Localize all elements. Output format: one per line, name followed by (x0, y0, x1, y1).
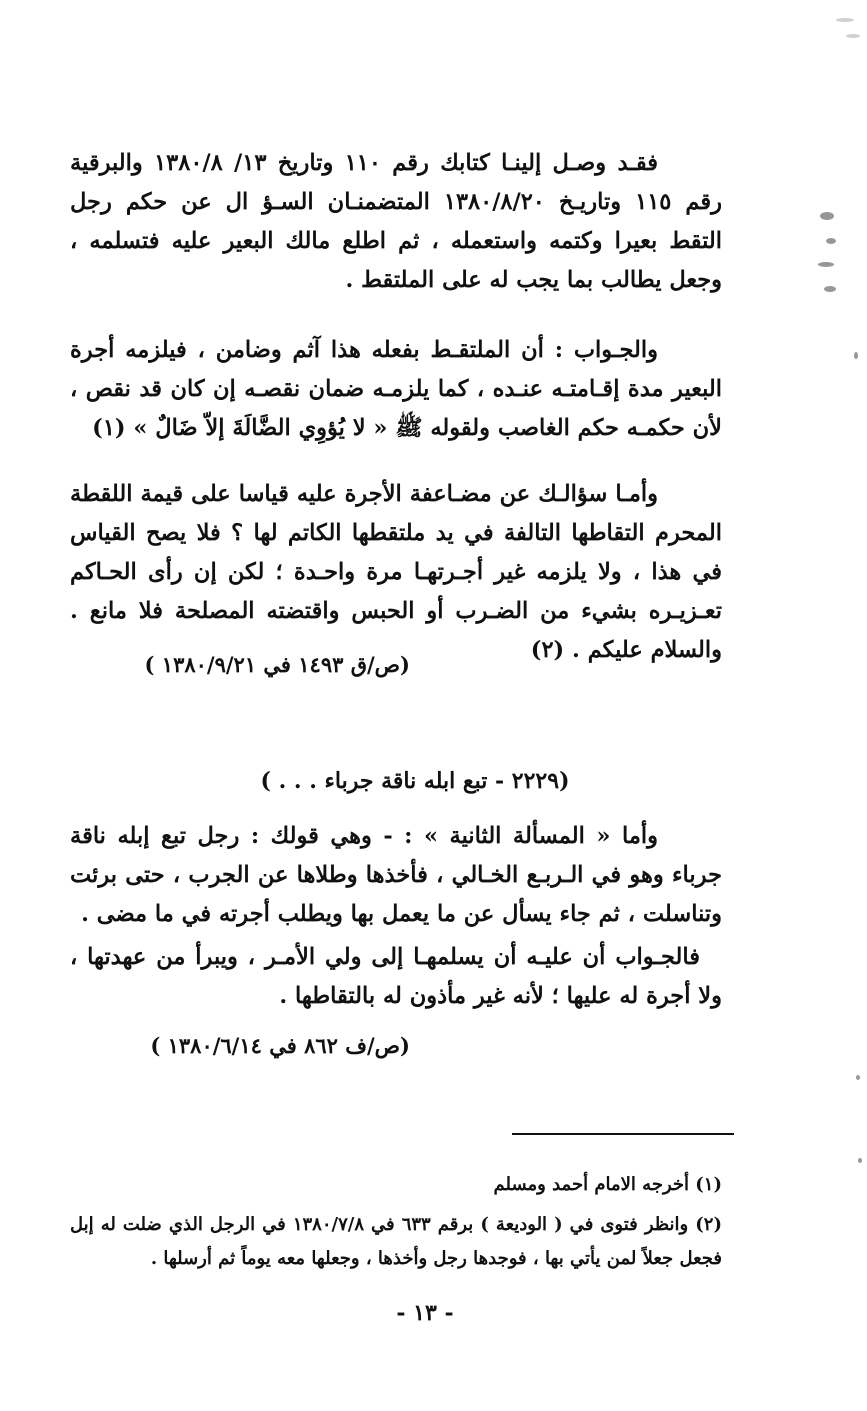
footnote-divider (512, 1133, 734, 1135)
scan-speck (846, 34, 860, 38)
scan-speck (824, 286, 836, 292)
paragraph-answer-text: والجـواب : أن الملتقـط بفعله هذا آثم وضامن ، فيلزمه أجرة البعير مدة إقـامتـه عنـده ، كما يلزمـه ضمان نقصـه إن كان قد نقص ، لأن حكمـه حكم الغاصب ولقوله ﷺ « لا يُؤوِي الضَّالَةَ إلاّ ضَالٌ » (١) (70, 337, 722, 441)
reference-line-2: (ص/ف ٨٦٢ في ١٣٨٠/٦/١٤ ) (150, 1033, 410, 1058)
scan-speck (858, 1158, 862, 1163)
footnote-2: (٢) وانظر فتوى في ( الوديعة ) برقم ٦٣٣ في ١٣٨٠/٧/٨ في الرجل الذي ضلت له إبل فجعل جعلاً لمن يأتي بها ، فوجدها رجل وأخذها ، وجعلها معه يوماً ثم أرسلها . (70, 1214, 722, 1269)
scan-speck (856, 1075, 860, 1080)
paragraph-answer (70, 331, 722, 448)
paragraph-second-issue-text: وأما « المسألة الثانية » : - وهي قولك : رجل تبع إبله ناقة جرباء وهو في الـربـع الخـالي ، فأخذها وطلاها عن الجرب ، حتى برئت وتناسلت ، ثم جاء يسأل عن ما يعمل بها ويطلب أجرته في ما مضى . (70, 823, 722, 927)
section-title: (٢٢٢٩ - تبع ابله ناقة جرباء . . . ) (260, 768, 570, 794)
scan-speck (854, 352, 858, 359)
paragraph-question-text: فقـد وصـل إلينـا كتابك رقم ١١٠ وتاريخ ١٣/ ١٣٨٠/٨ والبرقية رقم ١١٥ وتاريـخ ١٣٨٠/٨/٢٠ المتضمنـان السـؤ ال عن حكم رجل التقط بعيرا وكتمه واستعمله ، ثم اطلع مالك البعير عليه فتسلمه ، وجعل يطالب بما يجب له على الملتقط . (70, 150, 722, 293)
page-number: - ١٣ - (396, 1300, 454, 1326)
paragraph-second-answer (70, 938, 722, 1016)
paragraph-doubling (70, 475, 722, 670)
paragraph-doubling-text: وأمـا سؤالـك عن مضـاعفة الأجرة عليه قياسا على قيمة اللقطة المحرم التقاطها التالفة في يد ملتقطها الكاتم لها ؟ فلا يصح القياس في هذا ، ولا يلزمه غير أجـرتهـا مرة واحـدة ؛ لكن إن رأى الحـاكم تعـزيـره بشيء من الضـرب أو الحبس واقتضته المصلحة فلا مانع . والسلام عليكم . (٢) (70, 481, 722, 663)
paragraph-second-issue (70, 817, 722, 934)
reference-line-1: (ص/ق ١٤٩٣ في ١٣٨٠/٩/٢١ ) (144, 652, 410, 677)
footnote-1: (١) أخرجه الامام أحمد ومسلم (493, 1174, 722, 1195)
scan-speck (826, 238, 836, 244)
paragraph-question (70, 144, 722, 300)
paragraph-second-answer-text: فالجـواب أن عليـه أن يسلمهـا إلى ولي الأمـر ، ويبرأ من عهدتها ، ولا أجرة له عليها ؛ لأنه غير مأذون له بالتقاطها . (70, 944, 722, 1009)
scan-speck (820, 212, 834, 220)
scan-speck (836, 18, 854, 22)
scan-speck (818, 262, 834, 267)
